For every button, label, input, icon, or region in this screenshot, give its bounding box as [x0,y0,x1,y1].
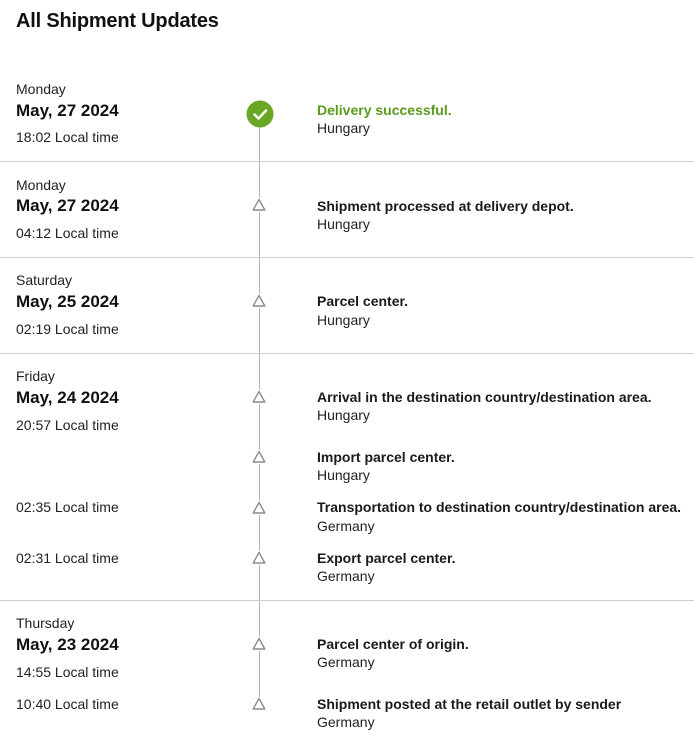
group-divider [0,161,694,162]
date: May, 27 2024 [16,101,119,120]
event-title: Transportation to destination country/destination area. [317,499,682,515]
triangle-icon [252,697,266,711]
group-divider [0,257,694,258]
day-name: Saturday [16,272,73,288]
triangle-icon [252,501,266,515]
event-title: Delivery successful. [317,102,452,118]
group-divider [0,600,694,601]
event-time: 02:19 Local time [16,321,119,337]
event-location: Hungary [317,120,370,136]
date: May, 27 2024 [16,196,119,215]
triangle-icon [252,294,266,308]
day-name: Monday [16,81,66,97]
event-title: Parcel center of origin. [317,636,469,652]
triangle-icon [252,390,266,404]
group-divider [0,353,694,354]
date: May, 25 2024 [16,292,119,311]
event-location: Germany [317,654,375,670]
event-title: Arrival in the destination country/destination area. [317,389,652,405]
event-title: Import parcel center. [317,449,455,465]
triangle-icon [252,637,266,651]
triangle-icon [252,198,266,212]
event-title: Parcel center. [317,293,409,309]
day-name: Friday [16,368,55,384]
event-time: 18:02 Local time [16,129,119,145]
event-time: 02:35 Local time [16,499,119,515]
event-time: 10:40 Local time [16,696,119,712]
day-name: Monday [16,177,66,193]
event-title: Export parcel center. [317,550,456,566]
event-time: 14:55 Local time [16,664,119,680]
event-location: Hungary [317,312,370,328]
event-title: Shipment posted at the retail outlet by sender [317,696,622,712]
date: May, 23 2024 [16,635,119,654]
event-location: Germany [317,714,375,730]
event-location: Germany [317,568,375,584]
day-name: Thursday [16,615,75,631]
triangle-icon [252,551,266,565]
event-time: 02:31 Local time [16,550,119,566]
event-title: Shipment processed at delivery depot. [317,198,574,214]
event-time: 20:57 Local time [16,417,119,433]
event-location: Germany [317,518,375,534]
event-location: Hungary [317,216,370,232]
triangle-icon [252,450,266,464]
event-location: Hungary [317,467,370,483]
event-location: Hungary [317,407,370,423]
date: May, 24 2024 [16,388,119,407]
event-time: 04:12 Local time [16,225,119,241]
check-circle-icon [246,100,274,128]
page-title: All Shipment Updates [16,10,219,32]
